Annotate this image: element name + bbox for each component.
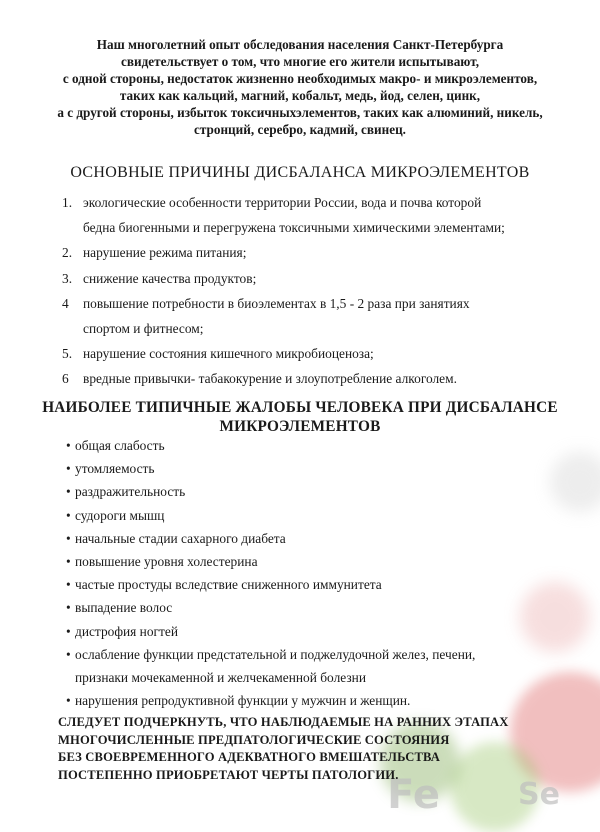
element-symbol-fe: Fe	[387, 772, 440, 818]
element-symbol-se: Se	[518, 777, 560, 812]
cause-number: 2.	[62, 245, 73, 261]
symptom-item	[66, 573, 586, 596]
cause-item	[62, 190, 592, 240]
cause-text: нарушение режима питания;	[83, 245, 247, 261]
bullet-icon: •	[66, 507, 71, 523]
bullet-icon: •	[66, 693, 71, 709]
cause-number: 3.	[62, 270, 73, 286]
symptom-item	[66, 527, 586, 550]
bullet-icon: •	[66, 484, 71, 500]
cause-text: нарушение состояния кишечного микробиоценоза;	[83, 346, 374, 362]
symptom-text: повышение уровня холестерина	[75, 554, 258, 570]
symptom-text: судороги мышц	[75, 507, 165, 523]
bullet-icon: •	[66, 461, 71, 477]
bullet-icon: •	[66, 554, 71, 570]
symptom-text: частые простуды вследствие сниженного иммунитета	[75, 577, 382, 593]
cause-item	[62, 240, 592, 265]
cause-text: снижение качества продуктов;	[83, 270, 257, 286]
bullet-icon: •	[66, 623, 71, 639]
cause-item	[62, 341, 592, 366]
symptom-text: общая слабость	[75, 438, 165, 453]
cause-item	[62, 266, 592, 291]
cause-text: экологические особенности территории России, вода и почва которой бедна биогенными и перегружена токсичными химическими элементами;	[83, 195, 505, 236]
symptom-text: ослабление функции предстательной и поджелудочной желез, печени, признаки мочекаменной и желчекаменной болезни	[75, 646, 476, 686]
cause-number: 6	[62, 371, 69, 387]
cause-item	[62, 366, 592, 391]
symptom-item	[66, 504, 586, 527]
cause-text: вредные привычки- табакокурение и злоупотребление алкоголем.	[83, 371, 457, 387]
symptom-text: начальные стадии сахарного диабета	[75, 530, 286, 546]
symptom-item	[66, 434, 586, 457]
symptom-item	[66, 550, 586, 573]
symptom-item	[66, 457, 586, 480]
symptom-text: дистрофия ногтей	[75, 623, 178, 639]
causes-heading: ОСНОВНЫЕ ПРИЧИНЫ ДИСБАЛАНСА МИКРОЭЛЕМЕНТОВ	[70, 164, 530, 181]
symptom-item	[66, 596, 586, 619]
cause-number: 4	[62, 295, 69, 311]
cause-number: 1.	[62, 195, 73, 210]
cause-item	[62, 291, 592, 341]
symptoms-heading: НАИБОЛЕЕ ТИПИЧНЫЕ ЖАЛОБЫ ЧЕЛОВЕКА ПРИ ДИСБАЛАНСЕ МИКРОЭЛЕМЕНТОВ	[42, 399, 558, 435]
symptom-text: нарушения репродуктивной функции у мужчин и женщин.	[75, 693, 411, 709]
symptom-text: раздражительность	[75, 484, 186, 500]
cause-number: 5.	[62, 346, 73, 362]
symptom-item	[66, 620, 586, 643]
bullet-icon: •	[66, 530, 71, 546]
bullet-icon: •	[66, 577, 71, 593]
bullet-icon: •	[66, 438, 71, 453]
cause-text: повышение потребности в биоэлементах в 1,5 - 2 раза при занятиях спортом и фитнесом;	[83, 295, 470, 337]
symptom-text: выпадение волос	[75, 600, 173, 616]
symptom-item	[66, 643, 586, 689]
conclusion-paragraph: СЛЕДУЕТ ПОДЧЕРКНУТЬ, ЧТО НАБЛЮДАЕМЫЕ НА РАННИХ ЭТАПАХ МНОГОЧИСЛЕННЫЕ ПРЕДПАТОЛОГИЧЕСКИЕ СОСТОЯНИЯ БЕЗ СВОЕВРЕМЕННОГО АДЕКВАТНОГО ВМЕШАТЕЛЬСТВА ПОСТЕПЕННО ПРИОБРЕТАЮТ ЧЕРТЫ ПАТОЛОГИИ.	[58, 715, 509, 782]
symptom-text: утомляемость	[75, 461, 155, 477]
symptom-item	[66, 689, 586, 712]
intro-paragraph: Наш многолетний опыт обследования населения Санкт-Петербурга свидетельствует о том, что многие его жители испытывают, с одной стороны, недостаток жизненно необходимых макро- и микроэлементов, таких как кальций, магний, кобальт, медь, йод, селен, цинк, а с другой стороны, избыток токсичныхэлементов, таких как алюминий, никель, стронций, серебро, кадмий, свинец.	[57, 37, 543, 137]
causes-list	[62, 190, 592, 392]
bullet-icon: •	[66, 646, 71, 662]
bullet-icon: •	[66, 600, 71, 616]
symptom-item	[66, 480, 586, 503]
symptoms-list	[66, 434, 586, 712]
